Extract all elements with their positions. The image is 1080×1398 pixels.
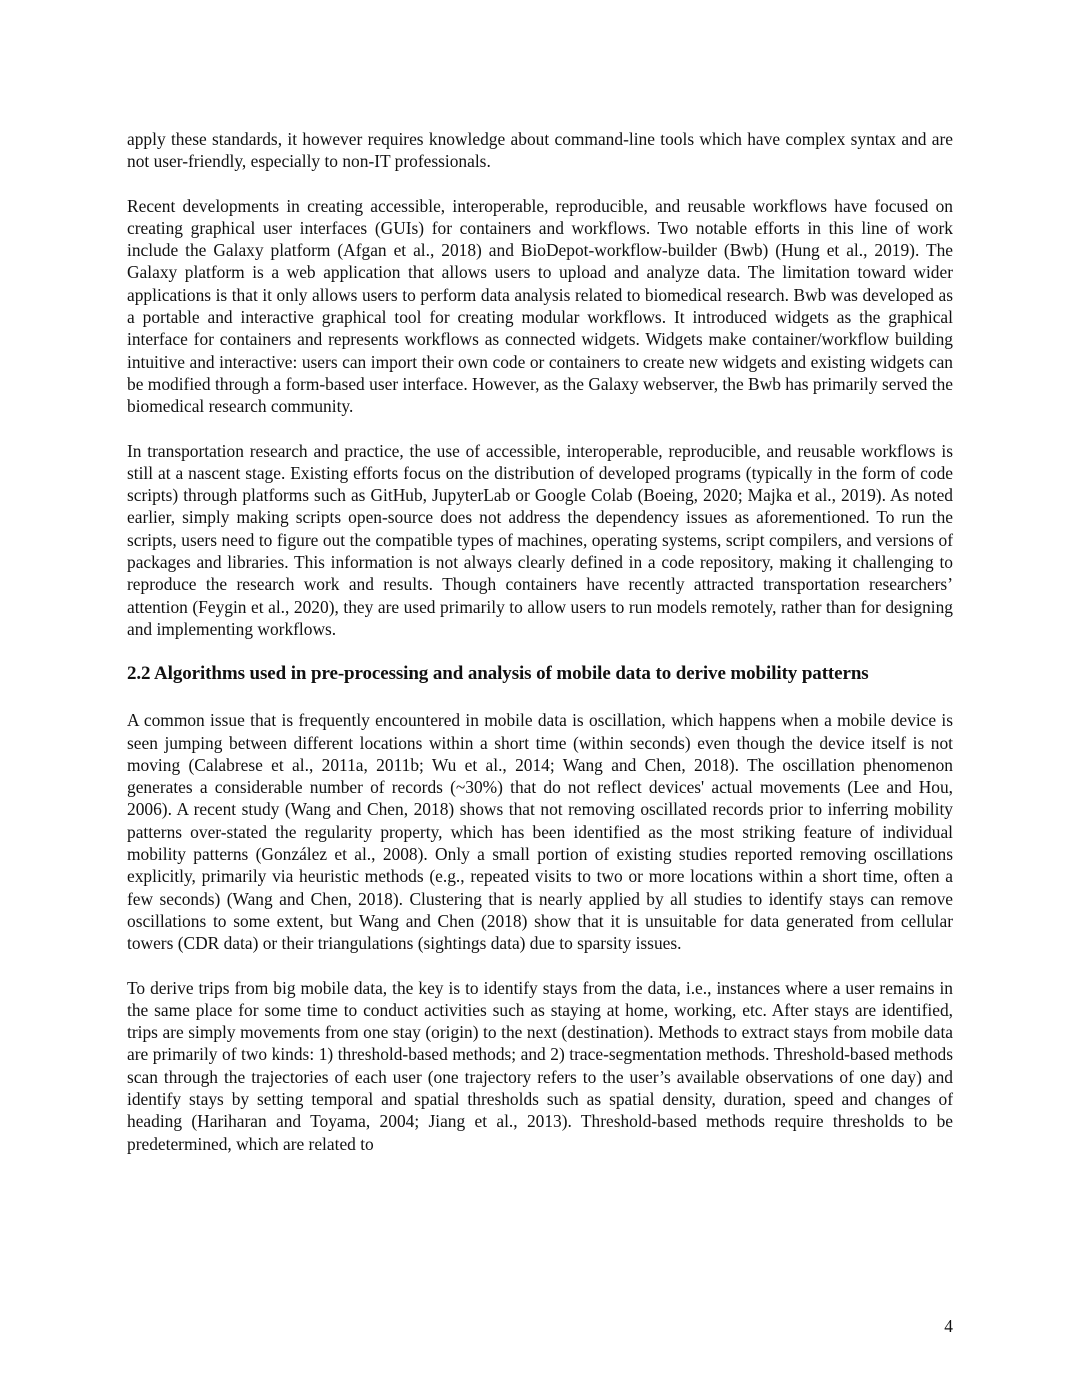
page-number: 4 — [944, 1316, 953, 1336]
paragraph-oscillation: A common issue that is frequently encountered in mobile data is oscillation, which happens when a mobile device is seen jumping between different locations within a short time (within seconds) even though the device itself is not moving (Calabrese et al., 2011a, 2011b; Wu et al., 2014; Wang and Chen, 2018). The oscillation phenomenon generates a considerable number of records (~30%) that do not reflect devices' actual movements (Lee and Hou, 2006). A recent study (Wang and Chen, 2018) shows that not removing oscillated records prior to inferring mobility patterns over-stated the regularity property, which has been identified as the most striking feature of individual mobility patterns (González et al., 2008). Only a small portion of existing studies reported removing oscillations explicitly, primarily via heuristic methods (e.g., repeated visits to two or more locations within a short time, often a few seconds) (Wang and Chen, 2018). Clustering that is nearly applied by all studies to identify stays can remove oscillations to some extent, but Wang and Chen (2018) show that it is unsuitable for data generated from cellular towers (CDR data) or their triangulations (sightings data) due to sparsity issues. — [127, 710, 953, 954]
paragraph-gui-workflows: Recent developments in creating accessible, interoperable, reproducible, and reusable workflows have focused on creating graphical user interfaces (GUIs) for containers and workflows. Two notable efforts in this line of work include the Galaxy platform (Afgan et al., 2018) and BioDepot-workflow-builder (Bwb) (Hung et al., 2019). The Galaxy platform is a web application that allows users to upload and analyze data. The limitation toward wider applications is that it only allows users to perform data analysis related to biomedical research. Bwb was developed as a portable and interactive graphical tool for creating modular workflows. It introduced widgets as the graphical interface for containers and represents workflows as connected widgets. Widgets make container/workflow building intuitive and interactive: users can import their own code or containers to create new widgets and existing widgets can be modified through a form-based user interface. However, as the Galaxy webserver, the Bwb has primarily served the biomedical research community. — [127, 195, 953, 417]
paragraph-standards-syntax: apply these standards, it however requires knowledge about command-line tools which have complex syntax and are not user-friendly, especially to non-IT professionals. — [127, 129, 953, 172]
page-body — [127, 128, 953, 1177]
section-heading: 2.2 Algorithms used in pre-processing and analysis of mobile data to derive mobility patterns — [127, 663, 869, 685]
paragraph-transportation-workflows: In transportation research and practice, the use of accessible, interoperable, reproducible, and reusable workflows is still at a nascent stage. Existing efforts focus on the distribution of developed programs (typically in the form of code scripts) through platforms such as GitHub, JupyterLab or Google Colab (Boeing, 2020; Majka et al., 2019). As noted earlier, simply making scripts open-source does not address the dependency issues as aforementioned. To run the scripts, users need to figure out the compatible types of machines, operating systems, script compilers, and versions of packages and libraries. This information is not always clearly defined in a code repository, making it challenging to reproduce the research work and results. Though containers have recently attracted transportation researchers’ attention (Feygin et al., 2020), they are used primarily to allow users to run models remotely, rather than for designing and implementing workflows. — [127, 440, 953, 639]
paragraph-trip-derivation: To derive trips from big mobile data, the key is to identify stays from the data, i.e., instances where a user remains in the same place for some time to conduct activities such as staying at home, working, etc. After stays are identified, trips are simply movements from one stay (origin) to the next (destination). Methods to extract stays from mobile data are primarily of two kinds: 1) threshold-based methods; and 2) trace-segmentation methods. Threshold-based methods scan through the trajectories of each user (one trajectory refers to the user’s available observations of one day) and identify stays by setting temporal and spatial thresholds such as spatial density, duration, speed and changes of heading (Hariharan and Toyama, 2004; Jiang et al., 2013). Threshold-based methods require thresholds to be predetermined, which are related to — [127, 977, 953, 1154]
